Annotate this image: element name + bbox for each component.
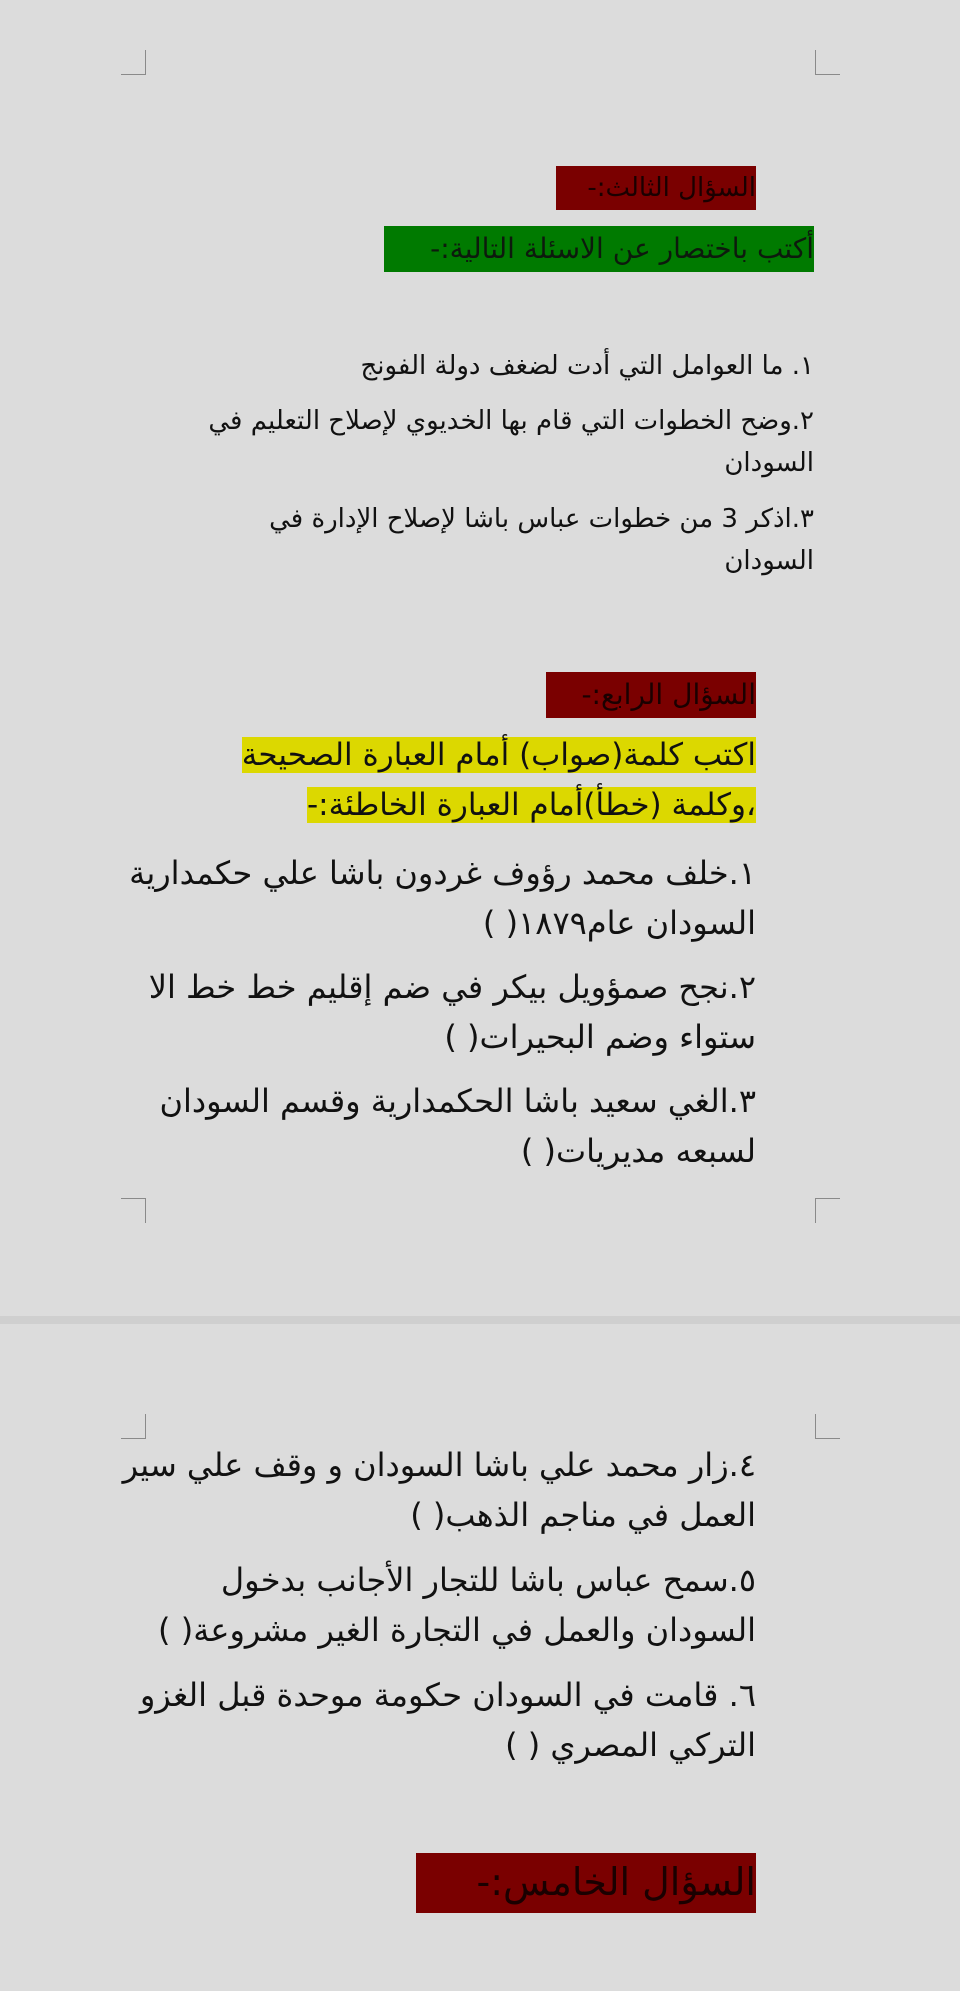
question4-item-4: ٤.زار محمد علي باشا السودان و وقف علي سير العمل في مناجم الذهب( ) <box>122 1446 756 1534</box>
page-corner-marker <box>121 1414 146 1439</box>
question3-item-1: ١. ما العوامل التي أدت لضغف دولة الفونج <box>360 351 814 381</box>
question5-title: السؤال الخامس:- <box>416 1853 756 1913</box>
question4-item-6: ٦. قامت في السودان حكومة موحدة قبل الغزو التركي المصري ( ) <box>139 1676 756 1764</box>
question4-item-2: ٢.نجح صمؤويل بيكر في ضم إقليم خط خط الا ستواء وضم البحيرات( ) <box>148 968 756 1056</box>
question4-item-1: ١.خلف محمد رؤوف غردون باشا علي حكمدارية السودان عام١٨٧٩( ) <box>129 854 756 942</box>
page-corner-marker <box>815 1198 840 1223</box>
question4-item-5: ٥.سمح عباس باشا للتجار الأجانب بدخول السودان والعمل في التجارة الغير مشروعة( ) <box>158 1561 756 1649</box>
question3-title: السؤال الثالث:- <box>556 166 756 210</box>
question3-instruction: أكتب باختصار عن الاسئلة التالية:- <box>384 226 814 272</box>
page-corner-marker <box>121 1198 146 1223</box>
page-separator <box>0 1316 960 1324</box>
question3-item-3: ٣.اذكر 3 من خطوات عباس باشا لإصلاح الإدارة في السودان <box>269 504 814 576</box>
question3-item-2: ٢.وضح الخطوات التي قام بها الخديوي لإصلاح التعليم في السودان <box>208 406 814 478</box>
question4-item-3: ٣.الغي سعيد باشا الحكمدارية وقسم السودان لسبعه مديريات( ) <box>159 1082 756 1170</box>
question4-instruction <box>150 730 756 830</box>
page-corner-marker <box>815 1414 840 1439</box>
page-corner-marker <box>815 50 840 75</box>
page-corner-marker <box>121 50 146 75</box>
question4-instruction-text: اكتب كلمة(صواب) أمام العبارة الصحيحة ،وكلمة (خطأ)أمام العبارة الخاطئة:- <box>241 737 756 823</box>
question4-title: السؤال الرابع:- <box>546 672 756 718</box>
